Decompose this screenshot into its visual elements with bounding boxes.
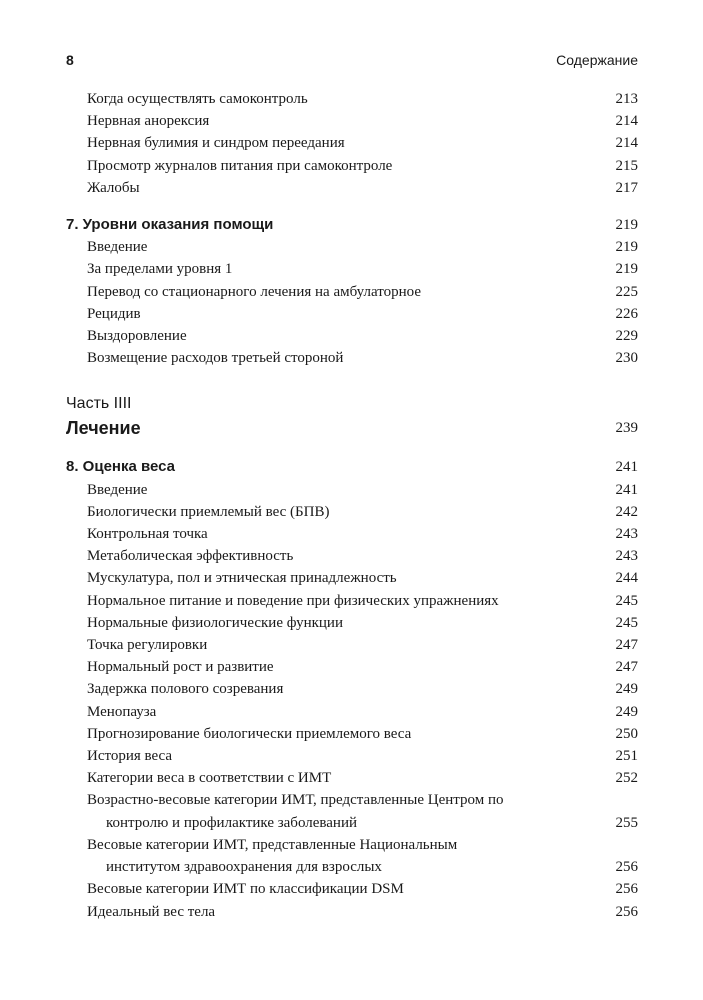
toc-entry	[66, 88, 638, 110]
toc-entry-title: Точка регулировки	[87, 637, 208, 654]
toc-entry-page: 245	[615, 614, 638, 631]
toc-entry-title: Просмотр журналов питания при самоконтроле	[87, 157, 393, 174]
toc-entry-title: Биологически приемлемый вес (БПВ)	[87, 503, 330, 520]
toc-entry-page: 247	[615, 637, 638, 654]
toc-entry	[66, 901, 638, 923]
toc-entry	[66, 258, 638, 280]
toc-entry-title: Нервная анорексия	[87, 113, 210, 130]
toc-entry-title: Нормальное питание и поведение при физических упражнениях	[87, 592, 499, 609]
chapter-title: 8. Оценка веса	[66, 458, 176, 476]
toc-entry	[66, 501, 638, 523]
running-title: Содержание	[556, 52, 638, 68]
toc-entry	[66, 567, 638, 589]
toc-entry-page: 229	[615, 328, 638, 345]
toc-entry	[66, 745, 638, 767]
toc-entry	[66, 590, 638, 612]
toc-entry-page: 215	[615, 157, 638, 174]
toc-entry	[66, 656, 638, 678]
toc-entry-title: Задержка полового созревания	[87, 681, 284, 698]
toc-entry-page: 256	[615, 859, 638, 876]
toc-entry-title: Прогнозирование биологически приемлемого веса	[87, 725, 412, 742]
chapter-heading	[66, 214, 638, 236]
toc-entry-title: Выздоровление	[87, 328, 187, 345]
toc-entry-title: Нервная булимия и синдром переедания	[87, 135, 345, 152]
toc-entry	[66, 110, 638, 132]
toc-entry-page: 243	[615, 526, 638, 543]
toc-entry	[66, 612, 638, 634]
toc-entry-page: 226	[615, 305, 638, 322]
toc-entry-page: 256	[615, 881, 638, 898]
toc-entry-title: История веса	[87, 748, 173, 765]
toc-entry	[66, 678, 638, 700]
toc-entry-title: Когда осуществлять самоконтроль	[87, 91, 308, 107]
toc-entry-wrapped	[66, 834, 638, 878]
toc-entry	[66, 701, 638, 723]
toc-entry-title: Менопауза	[87, 703, 157, 720]
toc-entry-title: Идеальный вес тела	[87, 903, 216, 920]
toc-entry-title: Рецидив	[87, 305, 141, 322]
toc-entry	[66, 325, 638, 347]
table-of-contents	[66, 88, 638, 923]
toc-entry	[66, 303, 638, 325]
toc-entry-title: Весовые категории ИМТ по классификации DSM	[87, 881, 404, 898]
toc-entry-title: Контрольная точка	[87, 526, 208, 543]
chapter-heading	[66, 456, 638, 478]
toc-entry	[66, 177, 638, 199]
toc-entry	[66, 347, 638, 369]
toc-entry-title: Мускулатура, пол и этническая принадлежность	[87, 570, 397, 587]
toc-entry-title: Нормальные физиологические функции	[87, 614, 343, 631]
page-header	[66, 52, 638, 74]
toc-entry-page: 249	[615, 703, 638, 720]
chapter-page: 219	[615, 217, 638, 234]
toc-entry-page: 247	[615, 659, 638, 676]
toc-entry-page: 225	[615, 283, 638, 300]
toc-entry-page: 219	[615, 261, 638, 278]
toc-entry-title: Категории веса в соответствии с ИМТ	[87, 770, 332, 787]
toc-entry-page: 241	[615, 481, 638, 498]
toc-entry-title: Метаболическая эффективность	[87, 548, 294, 565]
chapter-page: 241	[615, 459, 638, 476]
toc-entry-title-line2: институтом здравоохранения для взрослых	[106, 859, 382, 876]
toc-entry-title-line1: Возрастно-весовые категории ИМТ, представленные Центром по	[87, 792, 504, 809]
toc-entry	[66, 723, 638, 745]
toc-entry-page: 255	[615, 814, 638, 831]
toc-entry-title: За пределами уровня 1	[87, 261, 233, 278]
toc-entry-page: 256	[615, 903, 638, 920]
toc-entry-page: 214	[615, 113, 638, 130]
toc-entry-title: Перевод со стационарного лечения на амбулаторное	[87, 283, 421, 300]
toc-entry-page: 217	[615, 179, 638, 196]
toc-entry-page: 252	[615, 770, 638, 787]
page-number: 8	[66, 52, 74, 68]
toc-entry	[66, 767, 638, 789]
part-label: Часть IIII	[66, 395, 132, 413]
toc-entry-page: 242	[615, 503, 638, 520]
toc-entry-title: Введение	[87, 481, 148, 498]
chapter-title: 7. Уровни оказания помощи	[66, 216, 274, 234]
toc-entry	[66, 545, 638, 567]
toc-entry	[66, 236, 638, 258]
toc-entry-title: Введение	[87, 239, 148, 256]
toc-entry-wrapped	[66, 789, 638, 833]
toc-entry-title-line2: контролю и профилактике заболеваний	[106, 814, 358, 831]
toc-entry-title: Нормальный рост и развитие	[87, 659, 274, 676]
toc-entry-page: 250	[615, 725, 638, 742]
toc-entry-page: 249	[615, 681, 638, 698]
toc-entry-page: 245	[615, 592, 638, 609]
toc-entry-page: 243	[615, 548, 638, 565]
toc-entry-page: 219	[615, 239, 638, 256]
toc-entry	[66, 281, 638, 303]
toc-entry	[66, 634, 638, 656]
toc-entry-title: Жалобы	[87, 179, 140, 196]
toc-entry-page: 214	[615, 135, 638, 152]
toc-entry	[66, 479, 638, 501]
toc-entry	[66, 878, 638, 900]
toc-entry-page: 251	[615, 748, 638, 765]
toc-entry-page: 244	[615, 570, 638, 587]
part-title: Лечение	[66, 418, 141, 439]
toc-entry-page: 230	[615, 350, 638, 367]
toc-entry-title-line1: Весовые категории ИМТ, представленные Национальным	[87, 836, 458, 853]
toc-entry	[66, 132, 638, 154]
toc-entry	[66, 523, 638, 545]
part-page: 239	[615, 420, 638, 437]
toc-entry-page: 213	[615, 91, 638, 107]
toc-entry	[66, 155, 638, 177]
part-heading	[66, 415, 638, 441]
toc-entry-title: Возмещение расходов третьей стороной	[87, 350, 344, 367]
